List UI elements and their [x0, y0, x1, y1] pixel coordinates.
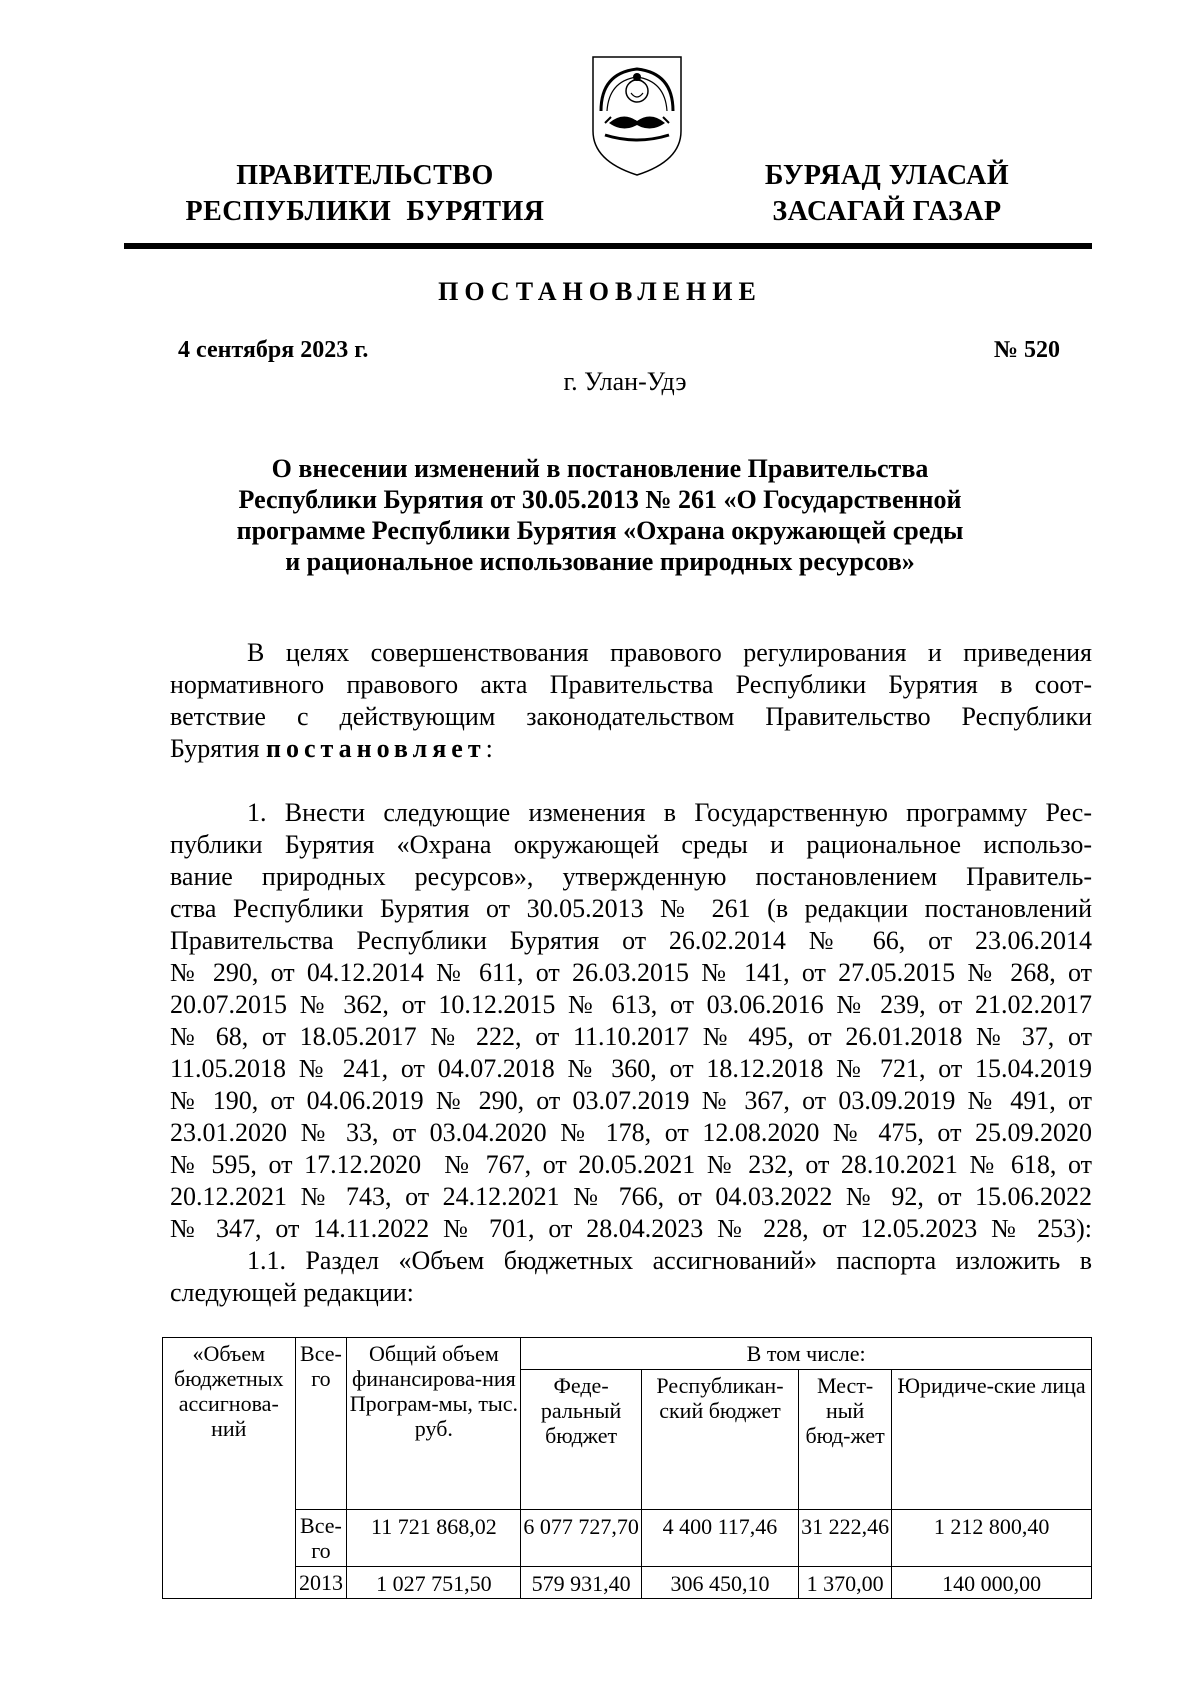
subject-line: О внесении изменений в постановление Правительства [271, 454, 929, 483]
resolves-word: постановляет [265, 734, 486, 763]
header-left-line1: ПРАВИТЕЛЬСТВО [236, 160, 494, 191]
table-head-including: В том числе: [521, 1338, 1092, 1370]
budget-table [162, 1337, 1092, 1599]
paragraph-line: вание природных ресурсов», утвержденную постановлением Правитель- [170, 862, 1092, 891]
paragraph-line: следующей редакции: [170, 1278, 414, 1307]
paragraph-line [170, 733, 1092, 765]
table-cell-local: 1 370,00 [799, 1567, 892, 1599]
table-cell-federal: 6 077 727,70 [521, 1510, 642, 1567]
header-left-line2: РЕСПУБЛИКИ БУРЯТИЯ [185, 196, 545, 227]
table-head-label: «Объем бюджетных ассигнова-ний [163, 1338, 296, 1599]
table-cell-year: 2013 [295, 1567, 347, 1599]
table-cell-total: 1 027 751,50 [347, 1567, 521, 1599]
paragraph-line: нормативного правового акта Правительства Республики Бурятия в соот- [170, 670, 1092, 699]
header-right-line1: БУРЯАД УЛАСАЙ [764, 160, 1010, 191]
subject-line: и рациональное использование природных ресурсов» [285, 547, 915, 576]
paragraph-line: 20.12.2021 № 743, от 24.12.2021 № 766, от 04.03.2022 № 92, от 15.06.2022 [170, 1182, 1092, 1211]
paragraph-line: № 347, от 14.11.2022 № 701, от 28.04.2023 № 228, от 12.05.2023 № 253): [170, 1214, 1092, 1243]
paragraph-text: : [485, 734, 493, 763]
paragraph-line: № 595, от 17.12.2020 № 767, от 20.05.2021 № 232, от 28.10.2021 № 618, от [170, 1150, 1092, 1179]
paragraph-line: 23.01.2020 № 33, от 03.04.2020 № 178, от 12.08.2020 № 475, от 25.09.2020 [170, 1118, 1092, 1147]
header-right-line2: ЗАСАГАЙ ГАЗАР [772, 196, 1002, 227]
table-cell-total: 11 721 868,02 [347, 1510, 521, 1567]
table-row [163, 1567, 1092, 1599]
table-head-year: Все-го [295, 1338, 347, 1510]
paragraph-line: В целях совершенствования правового регулирования и приведения [247, 638, 1092, 667]
subject-line: Республики Бурятия от 30.05.2013 № 261 «О Государственной [238, 485, 962, 514]
document-date: 4 сентября 2023 г. [178, 337, 369, 363]
table-head-local: Мест-ный бюд-жет [799, 1370, 892, 1510]
document-subject [170, 453, 1030, 577]
item-1-1-paragraph [170, 1245, 1092, 1309]
header-divider [124, 243, 1092, 249]
paragraph-line: ства Республики Бурятия от 30.05.2013 № 261 (в редакции постановлений [170, 894, 1092, 923]
table-row [163, 1510, 1092, 1567]
government-name-buryat [742, 158, 1032, 230]
table-head-legal: Юридиче-ские лица [892, 1370, 1092, 1510]
table-cell-federal: 579 931,40 [521, 1567, 642, 1599]
table-cell-republic: 4 400 117,46 [641, 1510, 798, 1567]
paragraph-line: 1.1. Раздел «Объем бюджетных ассигнований» паспорта изложить в [247, 1246, 1092, 1275]
table-cell-republic: 306 450,10 [641, 1567, 798, 1599]
paragraph-line: 11.05.2018 № 241, от 04.07.2018 № 360, от 18.12.2018 № 721, от 15.04.2019 [170, 1054, 1092, 1083]
table-cell-legal: 140 000,00 [892, 1567, 1092, 1599]
paragraph-line: 1. Внести следующие изменения в Государственную программу Рес- [247, 798, 1092, 827]
table-head-total: Общий объем финансирова-ния Програм-мы, тыс. руб. [347, 1338, 521, 1510]
table-head-federal: Феде-ральный бюджет [521, 1370, 642, 1510]
document-number: № 520 [993, 337, 1060, 363]
paragraph-line: ветствие с действующим законодательством Правительство Республики [170, 702, 1092, 731]
paragraph-line: № 290, от 04.12.2014 № 611, от 26.03.2015 № 141, от 27.05.2015 № 268, от [170, 958, 1092, 987]
paragraph-line: № 190, от 04.06.2019 № 290, от 03.07.2019 № 367, от 03.09.2019 № 491, от [170, 1086, 1092, 1115]
table-cell-local: 31 222,46 [799, 1510, 892, 1567]
table-cell-legal: 1 212 800,40 [892, 1510, 1092, 1567]
coat-of-arms-emblem [587, 53, 687, 178]
table-head-republic: Республикан-ский бюджет [641, 1370, 798, 1510]
paragraph-line: публики Бурятия «Охрана окружающей среды и рациональное использо- [170, 830, 1092, 859]
document-title: ПОСТАНОВЛЕНИЕ [438, 277, 762, 306]
table-header-row [163, 1338, 1092, 1370]
paragraph-text: Бурятия [170, 734, 266, 763]
preamble-paragraph [170, 637, 1092, 765]
table-cell-year: Все-го [295, 1510, 347, 1567]
item-1-paragraph [170, 797, 1092, 1245]
document-city: г. Улан-Удэ [563, 367, 687, 396]
subject-line: программе Республики Бурятия «Охрана окружающей среды [236, 516, 964, 545]
paragraph-line: № 68, от 18.05.2017 № 222, от 11.10.2017 № 495, от 26.01.2018 № 37, от [170, 1022, 1092, 1051]
paragraph-line: 20.07.2015 № 362, от 10.12.2015 № 613, от 03.06.2016 № 239, от 21.02.2017 [170, 990, 1092, 1019]
government-name-russian [175, 158, 555, 230]
paragraph-line: Правительства Республики Бурятия от 26.02.2014 № 66, от 23.06.2014 [170, 926, 1092, 955]
